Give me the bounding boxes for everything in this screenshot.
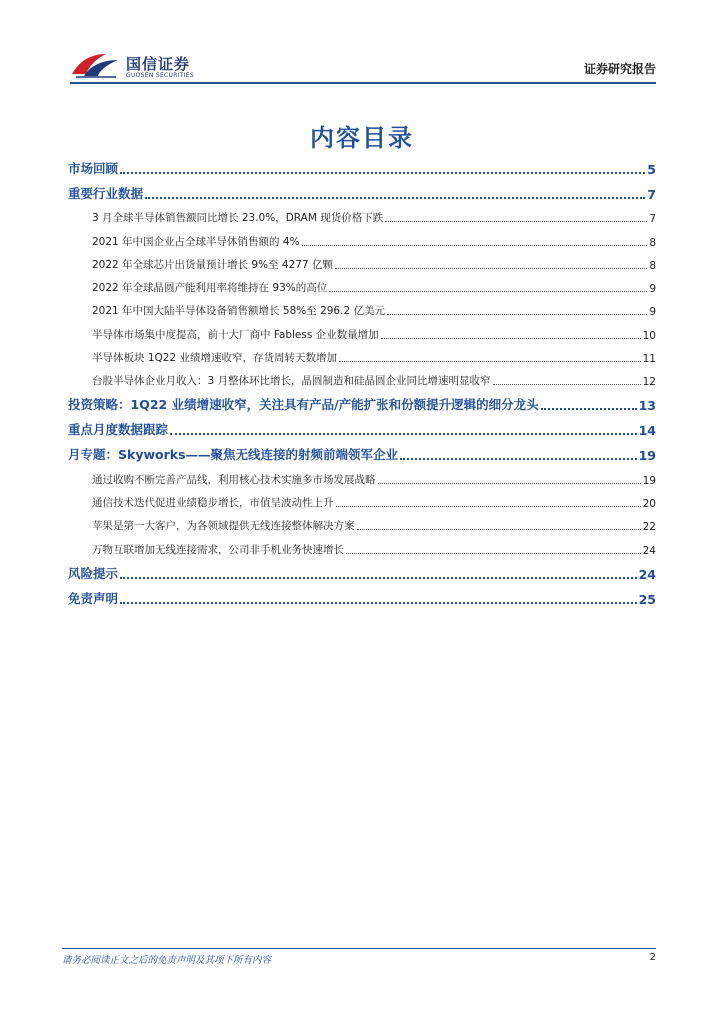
toc-entry-title: 万物互联增加无线连接需求，公司非手机业务快速增长 xyxy=(92,543,344,556)
toc-entry-level1[interactable] xyxy=(68,177,656,202)
toc-entry-level1[interactable] xyxy=(68,152,656,177)
toc-entry-page: 24 xyxy=(638,566,656,582)
toc-entry-title: 2021 年中国企业占全球半导体销售额的 4% xyxy=(92,235,300,248)
toc-entry-level2[interactable] xyxy=(68,249,656,272)
toc-entry-page: 19 xyxy=(642,474,656,487)
toc-entry-page: 13 xyxy=(638,398,656,414)
toc-entry-level1[interactable] xyxy=(68,557,656,582)
toc-dot-leader xyxy=(387,304,647,315)
toc-entry-page: 25 xyxy=(638,591,656,607)
toc-entry-page: 12 xyxy=(642,376,656,389)
toc-entry-title: 苹果是第一大客户，为各领域提供无线连接整体解决方案 xyxy=(92,520,355,533)
logo-text-en: GUOSEN SECURITIES xyxy=(126,72,195,79)
toc-entry-title: 重点月度数据跟踪 xyxy=(68,422,169,438)
header-divider xyxy=(70,82,656,84)
toc-entry-title: 半导体板块 1Q22 业绩增速收窄，存货周转天数增加 xyxy=(92,352,337,365)
toc-dot-leader xyxy=(385,211,647,222)
toc-dot-leader xyxy=(493,374,641,385)
toc-entry-level2[interactable] xyxy=(68,272,656,295)
toc-entry-title: 市场回顾 xyxy=(68,161,119,176)
toc-dot-leader xyxy=(381,328,641,339)
toc-entry-level1[interactable] xyxy=(68,413,656,438)
toc-entry-title: 风险提示 xyxy=(68,565,119,581)
toc-dot-leader xyxy=(120,592,637,604)
toc-dot-leader xyxy=(120,162,645,174)
toc-dot-leader xyxy=(378,473,641,484)
toc-entry-page: 14 xyxy=(638,423,656,439)
toc-entry-level1[interactable] xyxy=(68,438,656,463)
toc-entry-title: 通信技术迭代促进业绩稳步增长，市值呈波动性上升 xyxy=(92,496,334,509)
report-type-label: 证券研究报告 xyxy=(583,62,656,76)
logo-text-cn: 国信证券 xyxy=(126,55,191,73)
toc-entry-page: 22 xyxy=(642,521,656,534)
toc-entry-title: 2022 年全球芯片出货量预计增长 9%至 4277 亿颗 xyxy=(92,258,333,271)
toc-entry-page: 19 xyxy=(638,448,656,464)
toc-entry-title: 2021 年中国大陆半导体设备销售额增长 58%至 296.2 亿美元 xyxy=(92,305,385,318)
toc-entry-title: 2022 年全球晶圆产能利用率将维持在 93%的高位 xyxy=(92,282,328,295)
toc-dot-leader xyxy=(145,187,645,199)
toc-entry-level2[interactable] xyxy=(68,463,656,486)
toc-dot-leader xyxy=(357,519,641,530)
toc-dot-leader xyxy=(346,543,641,554)
toc-entry-level2[interactable] xyxy=(68,510,656,533)
toc-entry-page: 20 xyxy=(642,497,656,510)
toc-entry-title: 投资策略：1Q22 业绩增速收窄，关注具有产品/产能扩张和份额提升逻辑的细分龙头 xyxy=(68,397,539,413)
toc-entry-page: 8 xyxy=(649,259,656,272)
toc-entry-level2[interactable] xyxy=(68,487,656,510)
toc-entry-level1[interactable] xyxy=(68,388,656,413)
toc-dot-leader xyxy=(541,398,637,410)
toc-entry-level2[interactable] xyxy=(68,202,656,225)
guosen-logo-icon xyxy=(70,50,120,80)
toc-entry-page: 9 xyxy=(649,283,656,296)
footer-divider xyxy=(62,948,656,949)
toc-entry-page: 7 xyxy=(649,213,656,226)
footer-disclaimer: 请务必阅读正文之后的免责声明及其项下所有内容 xyxy=(62,955,272,966)
toc-entry-level2[interactable] xyxy=(68,318,656,341)
toc-entry-page: 11 xyxy=(642,353,656,366)
toc-dot-leader xyxy=(335,258,647,269)
toc-entry-level1[interactable] xyxy=(68,582,656,607)
toc-entry-title: 台股半导体企业月收入：3 月整体环比增长，晶圆制造和硅晶圆企业同比增速明显收窄 xyxy=(92,375,491,388)
toc-dot-leader xyxy=(336,496,641,507)
toc-entry-level2[interactable] xyxy=(68,295,656,318)
page-number: 2 xyxy=(649,952,656,963)
toc-entry-title: 免责声明 xyxy=(68,590,119,606)
toc-dot-leader xyxy=(339,351,641,362)
toc-entry-level2[interactable] xyxy=(68,365,656,388)
toc-entry-page: 5 xyxy=(647,162,656,177)
toc-entry-page: 7 xyxy=(647,187,656,202)
toc-dot-leader xyxy=(400,448,637,460)
toc-entry-title: 通过收购不断完善产品线，利用核心技术实施多市场发展战略 xyxy=(92,473,376,486)
toc-dot-leader xyxy=(170,423,637,435)
toc-entry-page: 10 xyxy=(642,329,656,342)
toc-title: 内容目录 xyxy=(310,124,414,152)
toc-entry-title: 月专题：Skyworks——聚焦无线连接的射频前端领军企业 xyxy=(68,447,399,463)
toc-entry-level2[interactable] xyxy=(68,342,656,365)
toc-entry-level2[interactable] xyxy=(68,533,656,556)
company-logo xyxy=(70,48,240,84)
toc-entry-title: 半导体市场集中度提高，前十大厂商中 Fabless 企业数量增加 xyxy=(92,328,379,341)
page-header xyxy=(70,48,656,84)
toc-dot-leader xyxy=(302,235,648,246)
toc-entry-page: 8 xyxy=(649,236,656,249)
toc-entry-title: 重要行业数据 xyxy=(68,186,144,201)
toc-dot-leader xyxy=(329,281,647,292)
toc-entry-title: 3 月全球半导体销售额同比增长 23.0%，DRAM 现货价格下跌 xyxy=(92,212,384,225)
toc-dot-leader xyxy=(120,567,637,579)
toc-entry-page: 24 xyxy=(642,544,656,557)
toc-entry-page: 9 xyxy=(649,306,656,319)
table-of-contents xyxy=(68,152,656,607)
toc-entry-level2[interactable] xyxy=(68,225,656,248)
